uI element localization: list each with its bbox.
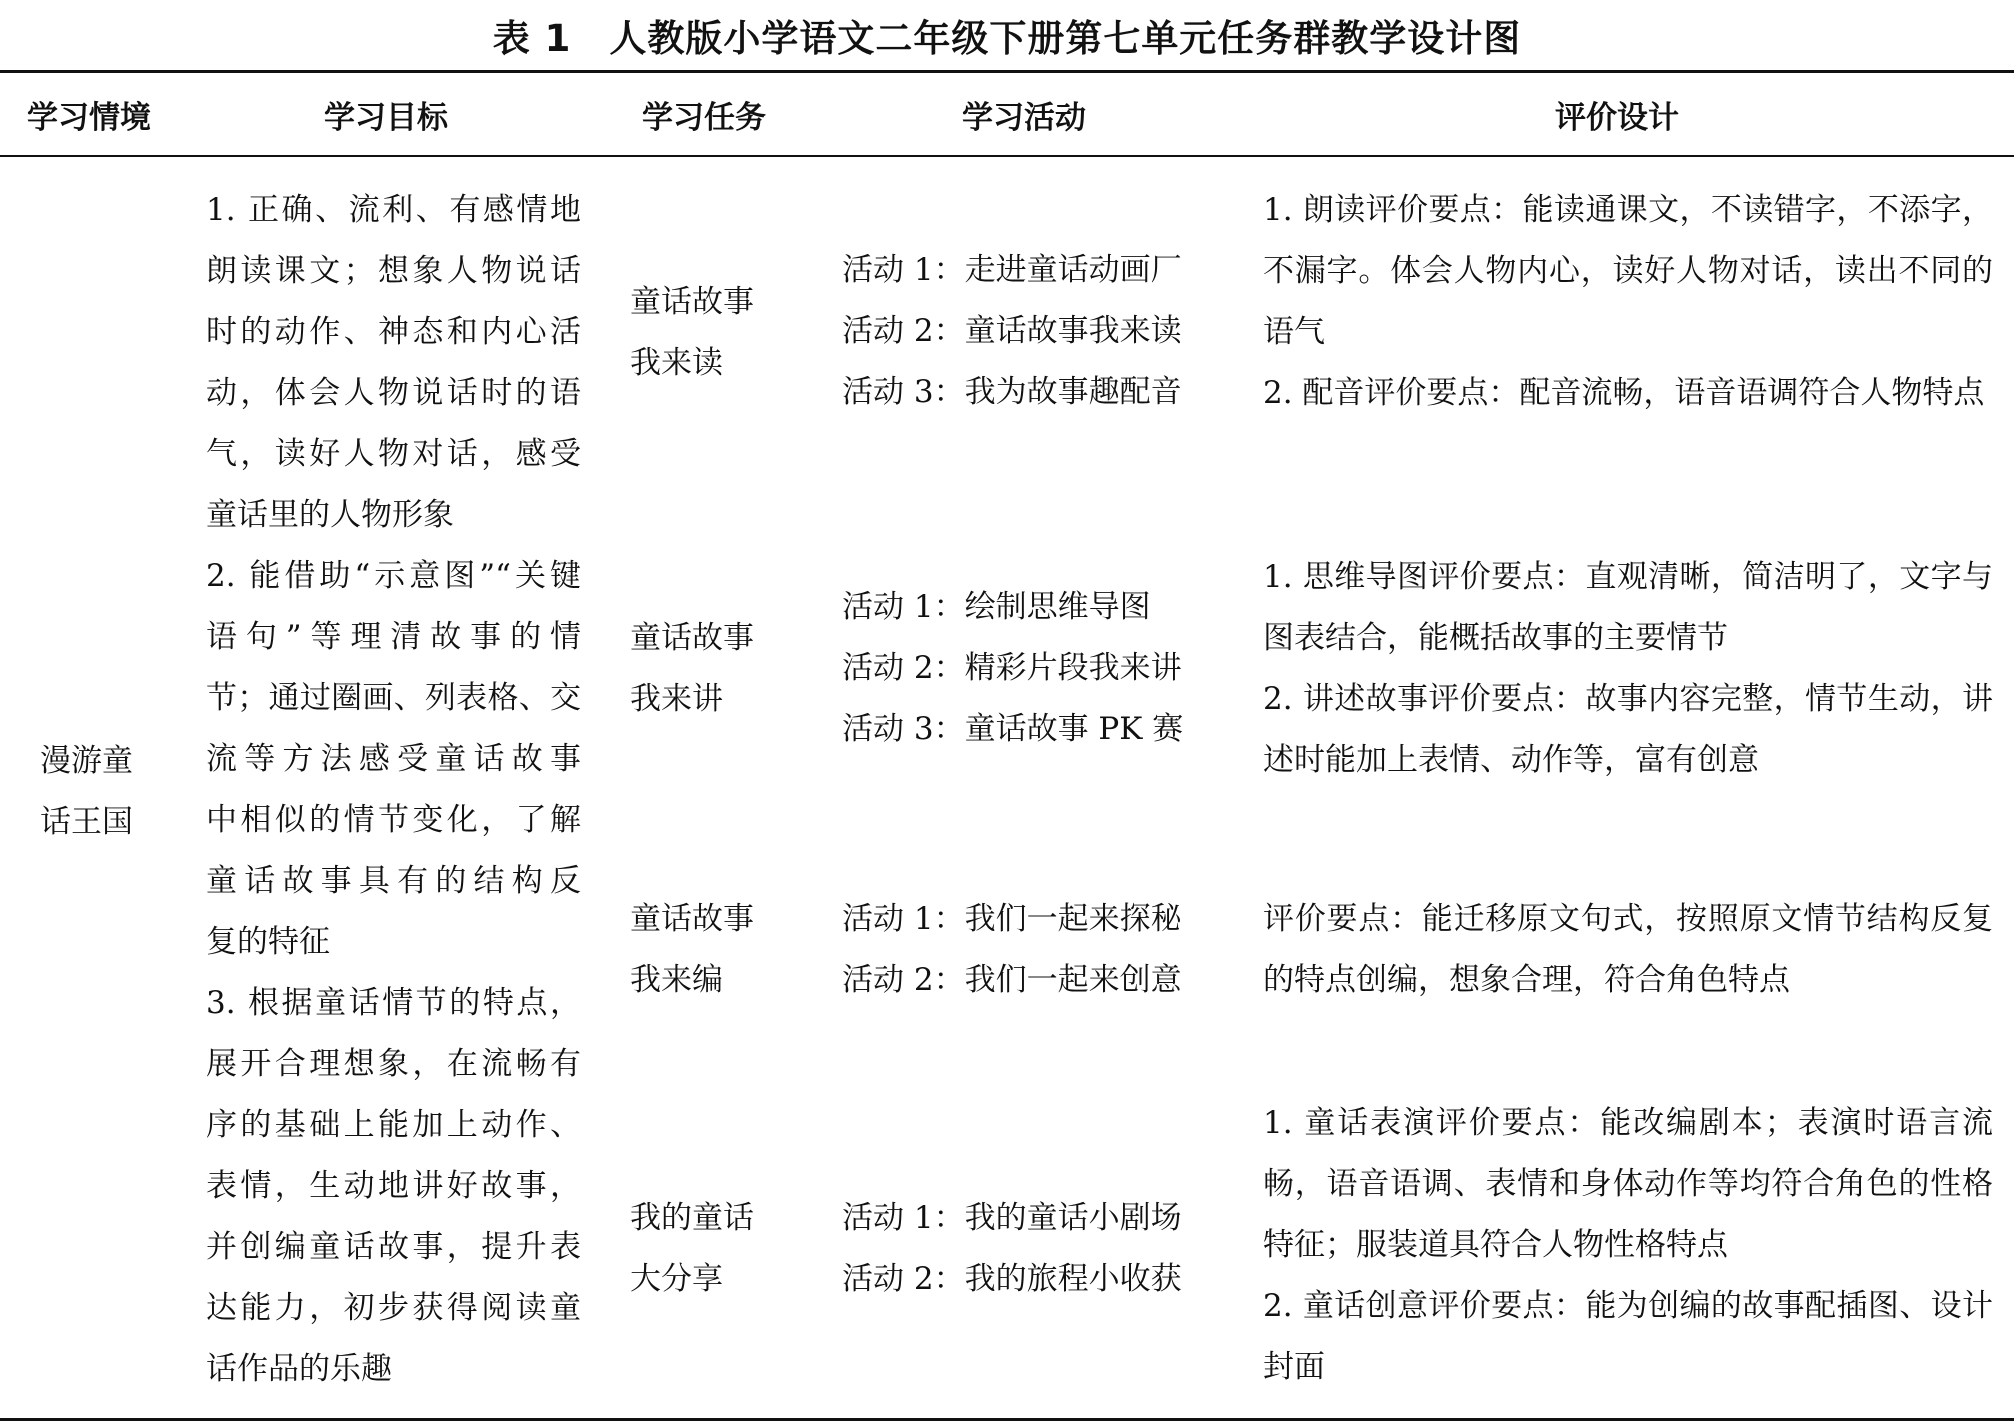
task-line: 童话故事 bbox=[630, 284, 754, 320]
evaluation-item: 1. 朗读评价要点：能读通课文，不读错字，不添字，不漏字。体会人物内心，读好人物对话，读出不同的语气 bbox=[1263, 192, 1993, 350]
task-line: 我来读 bbox=[630, 345, 723, 381]
task-line: 我来编 bbox=[630, 962, 723, 998]
goal-line: 时的动作、神态和内心活 bbox=[206, 314, 581, 350]
goal-line: 复的特征 bbox=[206, 924, 330, 960]
goal-line: 气，读好人物对话，感受 bbox=[206, 436, 581, 472]
goal-line: 话作品的乐趣 bbox=[206, 1351, 392, 1387]
activity-line: 活动 3：我为故事趣配音 bbox=[842, 374, 1182, 410]
goal-line: 动，体会人物说话时的语 bbox=[206, 375, 581, 411]
situation-line: 话王国 bbox=[40, 804, 133, 840]
goal-line: 1. 正确、流利、有感情地 bbox=[206, 192, 581, 228]
activities-cell bbox=[842, 577, 1212, 760]
goal-line: 流等方法感受童话故事 bbox=[206, 741, 581, 777]
header-tasks: 学习任务 bbox=[642, 100, 766, 136]
activity-line: 活动 1：我的童话小剧场 bbox=[842, 1200, 1182, 1236]
task-cell bbox=[630, 272, 780, 394]
activity-line: 活动 3：童话故事 PK 赛 bbox=[842, 711, 1184, 747]
task-cell bbox=[630, 1188, 780, 1310]
goal-line: 达能力，初步获得阅读童 bbox=[206, 1290, 581, 1326]
header-rule bbox=[0, 155, 2014, 157]
goal-line: 节；通过圈画、列表格、交 bbox=[206, 680, 581, 716]
task-line: 我来讲 bbox=[630, 681, 723, 717]
goal-line: 语句”等理清故事的情 bbox=[206, 619, 581, 655]
situation-cell bbox=[40, 731, 160, 853]
task-cell bbox=[630, 608, 780, 730]
goal-line: 展开合理想象，在流畅有 bbox=[206, 1046, 581, 1082]
evaluation-item: 1. 思维导图评价要点：直观清晰，简洁明了，文字与图表结合，能概括故事的主要情节 bbox=[1263, 559, 1993, 656]
activities-cell bbox=[842, 1188, 1212, 1310]
activities-cell bbox=[842, 240, 1212, 423]
header-activities: 学习活动 bbox=[962, 100, 1086, 136]
evaluation-item: 2. 配音评价要点：配音流畅，语音语调符合人物特点 bbox=[1263, 375, 1985, 411]
evaluation-item: 2. 童话创意评价要点：能为创编的故事配插图、设计封面 bbox=[1263, 1288, 1993, 1385]
header-situation: 学习情境 bbox=[27, 100, 151, 136]
evaluation-item: 评价要点：能迁移原文句式，按照原文情节结构反复的特点创编，想象合理，符合角色特点 bbox=[1263, 901, 1993, 998]
goal-line: 2. 能借助“示意图”“关键 bbox=[206, 558, 581, 594]
header-evaluation: 评价设计 bbox=[1555, 100, 1679, 136]
task-line: 童话故事 bbox=[630, 901, 754, 937]
bottom-rule bbox=[0, 1418, 2014, 1421]
activities-cell bbox=[842, 889, 1212, 1011]
evaluation-item: 2. 讲述故事评价要点：故事内容完整，情节生动，讲述时能加上表情、动作等，富有创意 bbox=[1263, 681, 1993, 778]
activity-line: 活动 2：精彩片段我来讲 bbox=[842, 650, 1182, 686]
task-line: 童话故事 bbox=[630, 620, 754, 656]
task-line: 我的童话 bbox=[630, 1200, 754, 1236]
activity-line: 活动 1：我们一起来探秘 bbox=[842, 901, 1182, 937]
goal-line: 并创编童话故事，提升表 bbox=[206, 1229, 581, 1265]
goal-line: 表情，生动地讲好故事， bbox=[206, 1168, 581, 1204]
task-line: 大分享 bbox=[630, 1261, 723, 1297]
evaluation-cell bbox=[1263, 889, 1993, 1011]
activity-line: 活动 1：绘制思维导图 bbox=[842, 589, 1151, 625]
evaluation-cell bbox=[1263, 547, 1993, 791]
goal-line: 中相似的情节变化，了解 bbox=[206, 802, 581, 838]
goal-line: 童话里的人物形象 bbox=[206, 497, 454, 533]
goal-line: 序的基础上能加上动作、 bbox=[206, 1107, 581, 1143]
goals-cell bbox=[206, 180, 581, 1400]
goal-line: 3. 根据童话情节的特点， bbox=[206, 985, 581, 1021]
evaluation-cell bbox=[1263, 180, 1993, 424]
top-rule bbox=[0, 70, 2014, 73]
header-goals: 学习目标 bbox=[324, 100, 448, 136]
goal-line: 朗读课文；想象人物说话 bbox=[206, 253, 581, 289]
table-title: 表 1 人教版小学语文二年级下册第七单元任务群教学设计图 bbox=[492, 17, 1522, 60]
situation-line: 漫游童 bbox=[40, 743, 133, 779]
activity-line: 活动 2：我的旅程小收获 bbox=[842, 1261, 1182, 1297]
task-cell bbox=[630, 889, 780, 1011]
activity-line: 活动 1：走进童话动画厂 bbox=[842, 252, 1182, 288]
activity-line: 活动 2：我们一起来创意 bbox=[842, 962, 1182, 998]
goal-line: 童话故事具有的结构反 bbox=[206, 863, 581, 899]
activity-line: 活动 2：童话故事我来读 bbox=[842, 313, 1182, 349]
evaluation-cell bbox=[1263, 1093, 1993, 1398]
evaluation-item: 1. 童话表演评价要点：能改编剧本；表演时语言流畅，语音语调、表情和身体动作等均符合角色的性格特征；服装道具符合人物性格特点 bbox=[1263, 1105, 1993, 1263]
